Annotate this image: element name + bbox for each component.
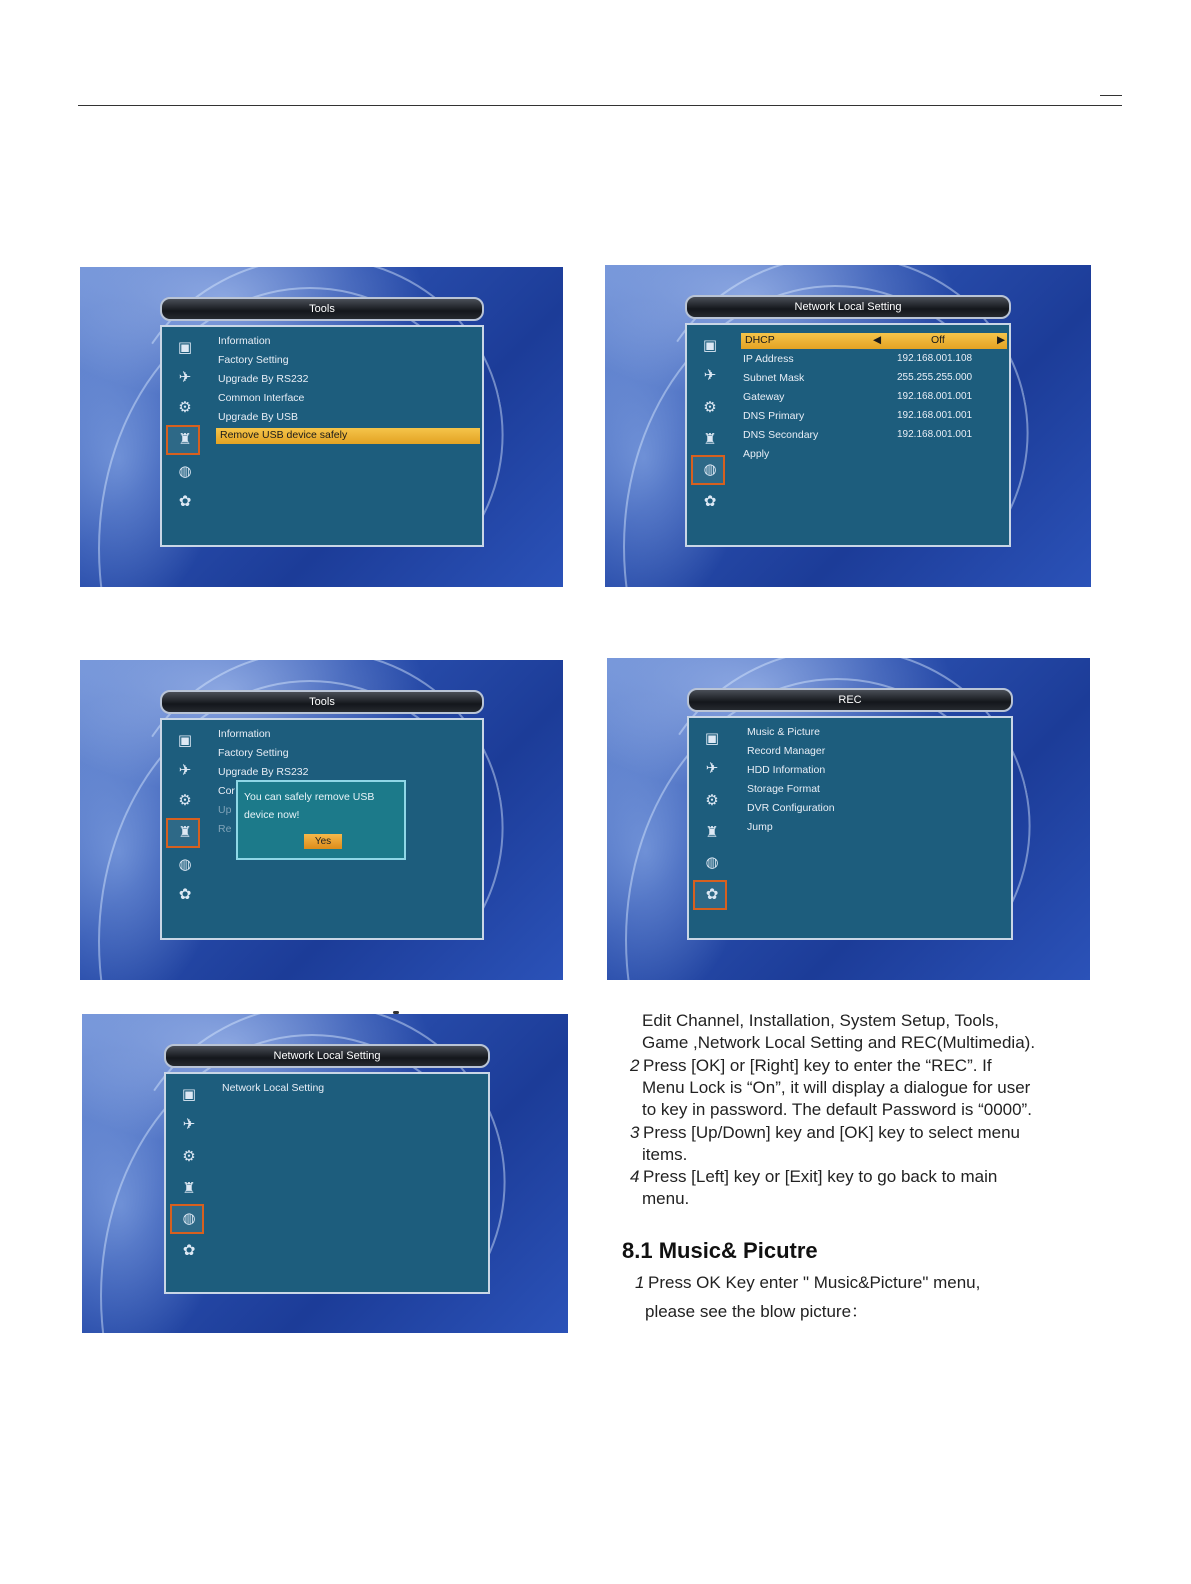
setting-label[interactable]: Subnet Mask (743, 372, 805, 384)
setting-label[interactable]: DNS Secondary (743, 429, 819, 441)
system-setup-icon: ⚙ (703, 399, 717, 416)
step-number: 3 (630, 1123, 640, 1142)
apply-button[interactable]: Apply (743, 448, 770, 460)
screenshot-network-setting (605, 265, 1091, 587)
satellite-icon: ✈ (703, 367, 717, 384)
tools-icon: ♜ (705, 824, 719, 841)
body-line: Edit Channel, Installation, System Setup, Tools, (642, 1011, 999, 1030)
rec-icon: ✿ (178, 493, 192, 510)
tools-icon[interactable]: ♜ (178, 824, 192, 841)
body-line: Press [Up/Down] key and [OK] key to select menu (643, 1123, 1020, 1142)
menu-item[interactable]: Upgrade By USB (218, 411, 298, 423)
system-setup-icon: ⚙ (178, 792, 192, 809)
menu-item[interactable]: Information (218, 335, 271, 347)
rec-icon: ✿ (703, 493, 717, 510)
window-title: Tools (160, 297, 484, 321)
confirm-dialog (236, 780, 406, 860)
system-setup-icon: ⚙ (178, 399, 192, 416)
satellite-icon: ✈ (182, 1116, 196, 1133)
menu-item: Re (218, 823, 232, 835)
step-number: 4 (630, 1167, 640, 1186)
body-line: Game ,Network Local Setting and REC(Multimedia). (642, 1033, 1036, 1052)
menu-item[interactable]: HDD Information (747, 764, 826, 776)
window-title: REC (687, 688, 1013, 712)
menu-item[interactable]: Upgrade By RS232 (218, 766, 309, 778)
chevron-right-icon[interactable]: ▶ (997, 334, 1006, 346)
menu-panel (685, 323, 1011, 547)
section-heading: 8.1 Music& Picutre (622, 1238, 818, 1263)
chevron-left-icon[interactable]: ◀ (873, 334, 882, 346)
network-icon: ◍ (178, 463, 192, 480)
screenshot-rec (607, 658, 1090, 980)
network-icon: ◍ (705, 854, 719, 871)
menu-panel (687, 716, 1013, 940)
channel-icon: ▣ (181, 1086, 197, 1103)
menu-item[interactable]: Upgrade By RS232 (218, 373, 309, 385)
step-number: 1 (635, 1273, 645, 1292)
menu-item[interactable]: Cor (218, 785, 235, 797)
network-icon: ◍ (178, 856, 192, 873)
setting-value[interactable]: 192.168.001.001 (897, 391, 973, 402)
body-line: to key in password. The default Password is “0000”. (642, 1100, 1032, 1119)
setting-value[interactable]: 255.255.255.000 (897, 372, 973, 383)
yes-button[interactable]: Yes (304, 834, 342, 849)
body-line: items. (642, 1145, 688, 1164)
menu-item-selected[interactable]: Remove USB device safely (220, 429, 348, 441)
window-title: Network Local Setting (685, 295, 1011, 319)
menu-item[interactable]: Factory Setting (218, 354, 289, 366)
dialog-message: device now! (244, 809, 300, 821)
body-line: Press [OK] or [Right] key to enter the “REC”. If (643, 1056, 992, 1075)
setting-value[interactable]: 192.168.001.001 (897, 410, 973, 421)
menu-item: Up (218, 804, 232, 816)
menu-item[interactable]: Network Local Setting (222, 1082, 325, 1094)
channel-icon: ▣ (704, 730, 720, 747)
menu-item[interactable]: Factory Setting (218, 747, 289, 759)
window-title: Tools (160, 690, 484, 714)
channel-icon: ▣ (177, 339, 193, 356)
body-line: Menu Lock is “On”, it will display a dialogue for user (642, 1078, 1031, 1097)
satellite-icon: ✈ (178, 762, 192, 779)
tools-icon[interactable]: ♜ (178, 431, 192, 448)
menu-panel (160, 325, 484, 547)
channel-icon: ▣ (702, 337, 718, 354)
body-line: please see the blow picture： (645, 1302, 869, 1321)
tools-icon: ♜ (182, 1180, 196, 1197)
setting-label[interactable]: Gateway (743, 391, 785, 403)
rec-icon: ✿ (178, 886, 192, 903)
dhcp-label[interactable]: DHCP (745, 334, 775, 346)
menu-item[interactable]: Music & Picture (747, 726, 820, 738)
body-line: Press OK Key enter " Music&Picture" menu, (648, 1273, 981, 1292)
screenshot-tools (80, 267, 563, 587)
network-icon[interactable]: ◍ (703, 461, 717, 478)
system-setup-icon: ⚙ (705, 792, 719, 809)
setting-label[interactable]: DNS Primary (743, 410, 805, 422)
setting-value[interactable]: 192.168.001.001 (897, 429, 973, 440)
window-title: Network Local Setting (164, 1044, 490, 1068)
menu-item[interactable]: Storage Format (747, 783, 820, 795)
header-mark (1100, 95, 1122, 96)
rec-icon: ✿ (182, 1242, 196, 1259)
channel-icon: ▣ (177, 732, 193, 749)
tools-icon: ♜ (703, 431, 717, 448)
body-line: Press [Left] key or [Exit] key to go back to main (643, 1167, 998, 1186)
menu-item[interactable]: Jump (747, 821, 773, 833)
menu-item[interactable]: Information (218, 728, 271, 740)
menu-panel (164, 1072, 490, 1294)
satellite-icon: ✈ (705, 760, 719, 777)
screenshot-network-menu (82, 1014, 568, 1333)
dhcp-value[interactable]: Off (931, 334, 945, 346)
rec-icon[interactable]: ✿ (705, 886, 719, 903)
body-line: menu. (642, 1189, 690, 1208)
header-rule (78, 105, 1122, 106)
menu-item[interactable]: Record Manager (747, 745, 826, 757)
dialog-message: You can safely remove USB (244, 791, 375, 803)
menu-item[interactable]: Common Interface (218, 392, 305, 404)
setting-value[interactable]: 192.168.001.108 (897, 353, 973, 364)
network-icon[interactable]: ◍ (182, 1210, 196, 1227)
satellite-icon: ✈ (178, 369, 192, 386)
system-setup-icon: ⚙ (182, 1148, 196, 1165)
setting-label[interactable]: IP Address (743, 353, 794, 365)
step-number: 2 (630, 1056, 640, 1075)
screenshot-remove-usb-dialog (80, 660, 563, 980)
menu-item[interactable]: DVR Configuration (747, 802, 835, 814)
